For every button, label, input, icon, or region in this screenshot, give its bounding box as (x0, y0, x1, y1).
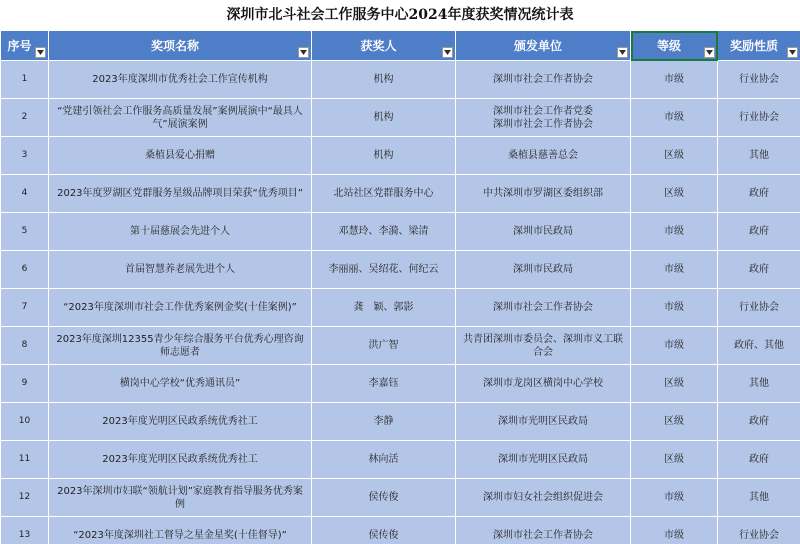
cell-issuer[interactable]: 深圳市光明区民政局 (456, 403, 631, 441)
cell-no[interactable]: 9 (1, 365, 49, 403)
cell-level[interactable]: 区级 (631, 175, 718, 213)
col-header-no[interactable] (1, 31, 49, 61)
table-row (1, 365, 800, 403)
cell-winner[interactable]: 李嘉钰 (312, 365, 456, 403)
sheet-title: 深圳市北斗社会工作服务中心2024年度获奖情况统计表 (0, 0, 800, 30)
cell-no[interactable]: 11 (1, 441, 49, 479)
cell-type[interactable]: 政府 (718, 441, 800, 479)
col-header-type[interactable] (718, 31, 800, 61)
cell-no[interactable]: 7 (1, 289, 49, 327)
table-row (1, 517, 800, 544)
cell-winner[interactable]: 洪广智 (312, 327, 456, 365)
table-row (1, 99, 800, 137)
cell-no[interactable]: 6 (1, 251, 49, 289)
col-header-winner[interactable] (312, 31, 456, 61)
table-row (1, 251, 800, 289)
header-row (1, 31, 800, 61)
cell-award[interactable]: “2023年度深圳市社会工作优秀案例金奖(十佳案例)” (49, 289, 312, 327)
table-row (1, 479, 800, 517)
column-header-label: 颁发单位 (513, 39, 562, 53)
filter-dropdown-icon[interactable] (298, 47, 309, 58)
table-row (1, 327, 800, 365)
cell-type[interactable]: 行业协会 (718, 61, 800, 99)
cell-issuer[interactable]: 中共深圳市罗湖区委组织部 (456, 175, 631, 213)
table-body (1, 61, 800, 544)
cell-no[interactable]: 1 (1, 61, 49, 99)
column-header-label: 奖项名称 (150, 39, 199, 53)
cell-award[interactable]: “2023年度深圳社工督导之星金星奖(十佳督导)” (49, 517, 312, 544)
cell-issuer[interactable]: 深圳市民政局 (456, 251, 631, 289)
cell-type[interactable]: 政府 (718, 175, 800, 213)
cell-level[interactable]: 市级 (631, 251, 718, 289)
cell-type[interactable]: 行业协会 (718, 517, 800, 544)
cell-level[interactable]: 区级 (631, 441, 718, 479)
cell-no[interactable]: 5 (1, 213, 49, 251)
cell-issuer[interactable]: 深圳市社会工作者协会 (456, 517, 631, 544)
table-row (1, 137, 800, 175)
filter-dropdown-icon[interactable] (617, 47, 628, 58)
cell-no[interactable]: 8 (1, 327, 49, 365)
cell-level[interactable]: 区级 (631, 403, 718, 441)
column-header-label: 等级 (656, 39, 681, 53)
filter-dropdown-icon[interactable] (442, 47, 453, 58)
cell-type[interactable]: 政府 (718, 251, 800, 289)
cell-no[interactable]: 12 (1, 479, 49, 517)
cell-type[interactable]: 行业协会 (718, 99, 800, 137)
table-row (1, 441, 800, 479)
cell-level[interactable]: 区级 (631, 365, 718, 403)
cell-no[interactable]: 4 (1, 175, 49, 213)
cell-level[interactable]: 市级 (631, 61, 718, 99)
cell-award[interactable]: 2023年度光明区民政系统优秀社工 (49, 441, 312, 479)
cell-issuer[interactable]: 深圳市社会工作者协会 (456, 289, 631, 327)
filter-dropdown-icon[interactable] (787, 47, 798, 58)
cell-type[interactable]: 其他 (718, 137, 800, 175)
cell-winner[interactable]: 邓慧玲、李漪、梁清 (312, 213, 456, 251)
cell-issuer[interactable]: 深圳市光明区民政局 (456, 441, 631, 479)
column-header-label: 获奖人 (360, 39, 397, 53)
cell-winner[interactable]: 机构 (312, 99, 456, 137)
cell-award[interactable]: “党建引领社会工作服务高质量发展”案例展演中“最具人气”展演案例 (49, 99, 312, 137)
cell-award[interactable]: 桑植县爱心捐赠 (49, 137, 312, 175)
cell-no[interactable]: 2 (1, 99, 49, 137)
cell-winner[interactable]: 龚 颖、郭影 (312, 289, 456, 327)
cell-winner[interactable]: 侯传俊 (312, 517, 456, 544)
cell-issuer[interactable]: 深圳市妇女社会组织促进会 (456, 479, 631, 517)
cell-issuer[interactable]: 深圳市社会工作者党委 深圳市社会工作者协会 (456, 99, 631, 137)
awards-table (0, 30, 800, 544)
cell-no[interactable]: 13 (1, 517, 49, 544)
cell-winner[interactable]: 李丽丽、吴绍花、何纪云 (312, 251, 456, 289)
cell-winner[interactable]: 机构 (312, 61, 456, 99)
cell-award[interactable]: 2023年度深圳市优秀社会工作宣传机构 (49, 61, 312, 99)
cell-type[interactable]: 其他 (718, 479, 800, 517)
cell-winner[interactable]: 机构 (312, 137, 456, 175)
cell-winner[interactable]: 李静 (312, 403, 456, 441)
cell-award[interactable]: 首届智慧养老展先进个人 (49, 251, 312, 289)
cell-no[interactable]: 3 (1, 137, 49, 175)
cell-issuer[interactable]: 深圳市社会工作者协会 (456, 61, 631, 99)
cell-award[interactable]: 第十届慈展会先进个人 (49, 213, 312, 251)
cell-level[interactable]: 市级 (631, 517, 718, 544)
table-row (1, 289, 800, 327)
cell-level[interactable]: 市级 (631, 213, 718, 251)
table-row (1, 403, 800, 441)
filter-dropdown-icon[interactable] (35, 47, 46, 58)
cell-award[interactable]: 横岗中心学校“优秀通讯员” (49, 365, 312, 403)
table-row (1, 213, 800, 251)
col-header-issuer[interactable] (456, 31, 631, 61)
cell-award[interactable]: 2023年深圳市妇联“领航计划”家庭教育指导服务优秀案例 (49, 479, 312, 517)
cell-no[interactable]: 10 (1, 403, 49, 441)
column-header-label: 奖励性质 (729, 39, 778, 53)
cell-level[interactable]: 市级 (631, 99, 718, 137)
cell-issuer[interactable]: 深圳市民政局 (456, 213, 631, 251)
table-row (1, 61, 800, 99)
cell-level[interactable]: 市级 (631, 327, 718, 365)
cell-level[interactable]: 区级 (631, 137, 718, 175)
cell-winner[interactable]: 侯传俊 (312, 479, 456, 517)
cell-award[interactable]: 2023年度深圳12355青少年综合服务平台优秀心理咨询师志愿者 (49, 327, 312, 365)
cell-type[interactable]: 政府 (718, 213, 800, 251)
cell-type[interactable]: 政府、其他 (718, 327, 800, 365)
table-header (1, 31, 800, 61)
cell-award[interactable]: 2023年度罗湖区党群服务星级品牌项目荣获“优秀项目” (49, 175, 312, 213)
cell-award[interactable]: 2023年度光明区民政系统优秀社工 (49, 403, 312, 441)
col-header-award[interactable] (49, 31, 312, 61)
filter-dropdown-icon[interactable] (704, 47, 715, 58)
cell-issuer[interactable]: 桑植县慈善总会 (456, 137, 631, 175)
cell-type[interactable]: 行业协会 (718, 289, 800, 327)
col-header-level[interactable] (631, 31, 718, 61)
cell-winner[interactable]: 北站社区党群服务中心 (312, 175, 456, 213)
cell-winner[interactable]: 林向活 (312, 441, 456, 479)
column-header-label: 序号 (7, 39, 32, 53)
cell-issuer[interactable]: 深圳市龙岗区横岗中心学校 (456, 365, 631, 403)
table-row (1, 175, 800, 213)
cell-level[interactable]: 市级 (631, 479, 718, 517)
cell-level[interactable]: 市级 (631, 289, 718, 327)
cell-type[interactable]: 其他 (718, 365, 800, 403)
cell-type[interactable]: 政府 (718, 403, 800, 441)
cell-issuer[interactable]: 共青团深圳市委员会、深圳市义工联合会 (456, 327, 631, 365)
